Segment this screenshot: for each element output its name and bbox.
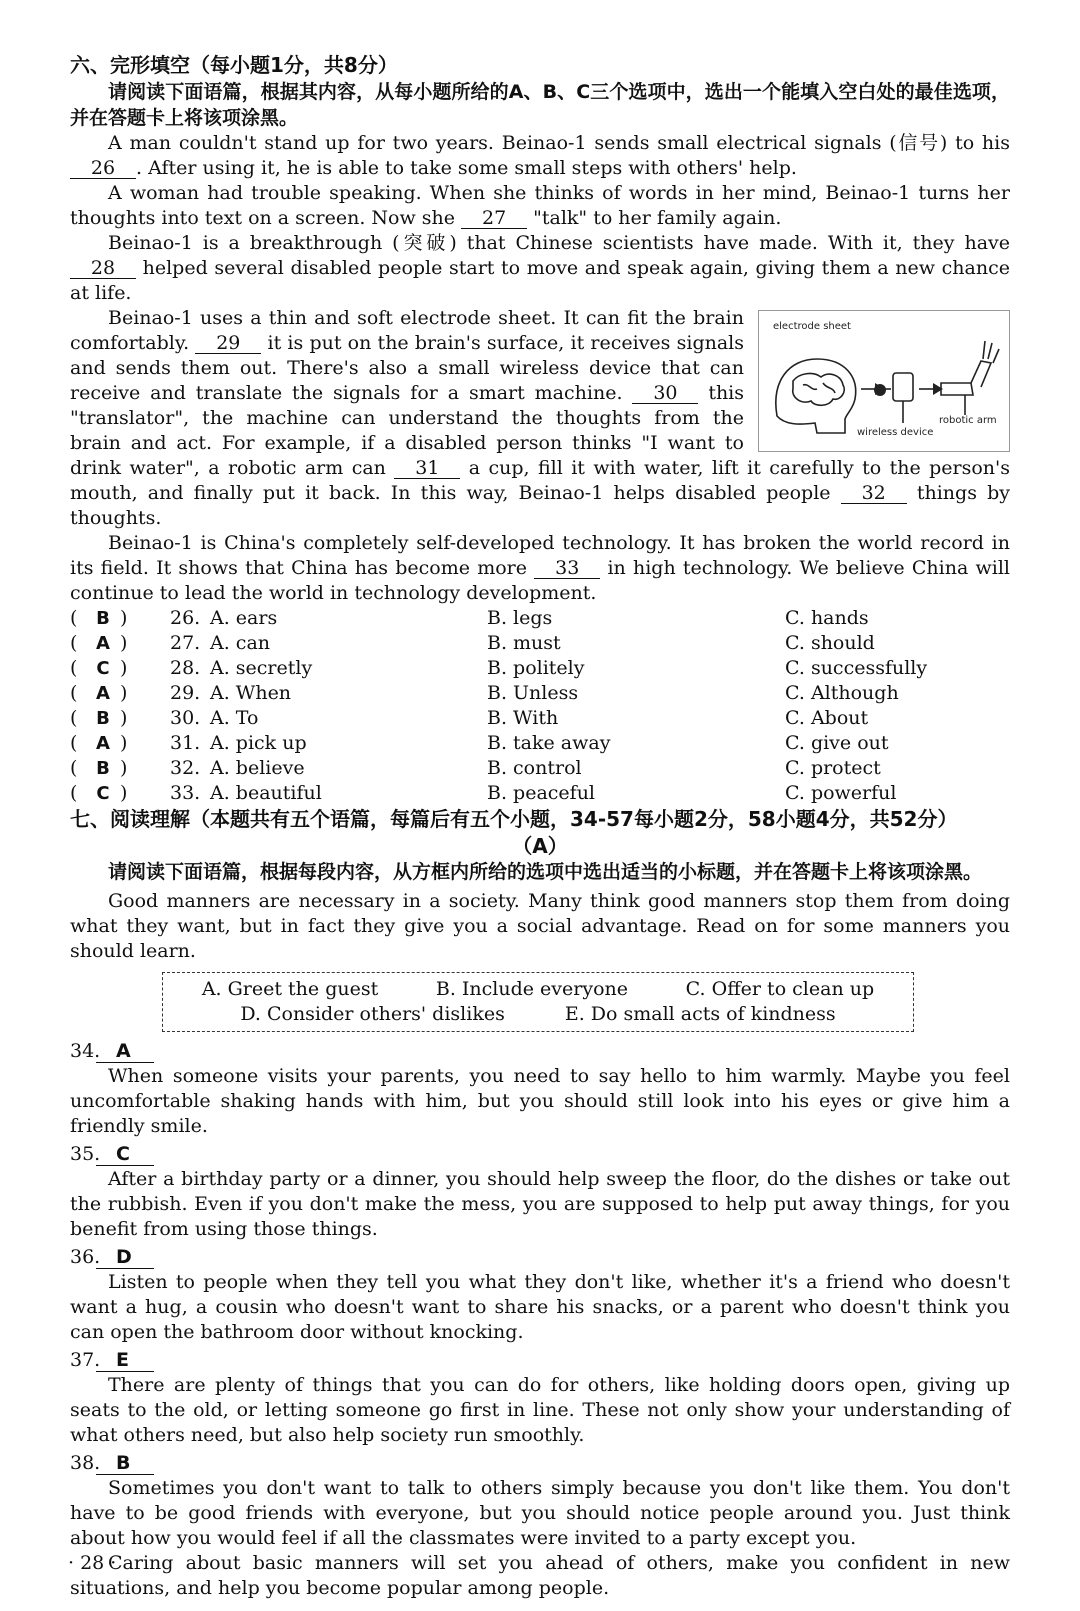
passage-conclusion: Caring about basic manners will set you ahead of others, make you confident in new situations, and help you become popular among people. [70, 1552, 1010, 1599]
question-number: 37. [70, 1349, 101, 1371]
question-number: 28. [170, 657, 201, 679]
text: Beinao-1 uses a thin and soft electrode sheet. It can fit the brain comfortably. [70, 307, 744, 354]
option-a: A. believe [210, 757, 305, 779]
answer-letter: C [96, 1144, 154, 1166]
question-36 [70, 1244, 1010, 1270]
exam-page [70, 52, 1010, 1601]
answer-paren: ( A ) [70, 732, 128, 754]
answer-letter: E [96, 1350, 154, 1372]
section7-title: 七、阅读理解（本题共有五个语篇，每篇后有五个小题，34-57每小题2分，58小题4分，共52分） [70, 807, 958, 831]
option-c: C. successfully [785, 657, 928, 679]
blank-32: 32 [841, 483, 907, 504]
answer-paren: ( C ) [70, 782, 128, 804]
question-number: 34. [70, 1040, 101, 1062]
option-a: A. secretly [210, 657, 313, 679]
option-b: B. legs [487, 607, 553, 629]
option-row-33 [70, 781, 1010, 806]
question-number: 27. [170, 632, 201, 654]
answer-letter: B [96, 608, 110, 629]
question-number: 35. [70, 1143, 101, 1165]
answer-letter: A [96, 633, 110, 654]
blank-27: 27 [461, 208, 527, 229]
question-number: 26. [170, 607, 201, 629]
text: in high technology. We believe China will continue to lead the world in technology development. [70, 557, 1011, 604]
answer-letter: B [96, 1453, 154, 1475]
text: Beinao-1 is a breakthrough (突破) that Chinese scientists have made. With it, they have [108, 232, 1010, 254]
answer-paren: ( C ) [70, 657, 128, 679]
blank-33: 33 [534, 558, 600, 579]
question-number: 36. [70, 1246, 101, 1268]
cloze-paragraph-2 [70, 181, 1010, 231]
option-b: B. Unless [487, 682, 579, 704]
question-number: 38. [70, 1452, 101, 1474]
label-wireless-device: wireless device [857, 427, 934, 438]
cloze-options [70, 606, 1010, 806]
question-number: 31. [170, 732, 201, 754]
text: this "translator", the machine can understand the thoughts from the brain and act. For example, if a disabled person thinks "I want to drink water", a robotic arm can [70, 382, 745, 479]
blank-26: 26 [70, 158, 136, 179]
blank-28: 28 [70, 258, 136, 279]
text: A woman had trouble speaking. When she thinks of words in her mind, Beinao-1 turns her thoughts into text on a screen. Now she [70, 182, 1010, 229]
question-number: 30. [170, 707, 201, 729]
text: it is put on the brain's surface, it receives signals and sends them out. There's also a small wireless device that can receive and translate the signals for a smart machine. [70, 332, 744, 404]
option-row-31 [70, 731, 1010, 756]
label-electrode-sheet: electrode sheet [773, 321, 851, 332]
section6-instruction: 请阅读下面语篇，根据其内容，从每小题所给的A、B、C三个选项中，选出一个能填入空白处的最佳选项，并在答题卡上将该项涂黑。 [70, 81, 1010, 129]
section7-instruction: 请阅读下面语篇，根据每段内容，从方框内所给的选项中选出适当的小标题，并在答题卡上将该项涂黑。 [108, 861, 983, 883]
text: A man couldn't stand up for two years. Beinao-1 sends small electrical signals (信号) to his [108, 132, 1010, 154]
question-38 [70, 1450, 1010, 1476]
question-37 [70, 1347, 1010, 1373]
option-c: C. should [785, 632, 875, 654]
option-c: C. powerful [785, 782, 897, 804]
option-b: B. peaceful [487, 782, 596, 804]
heading-option-c: C. Offer to clean up [685, 978, 875, 1000]
option-c: C. give out [785, 732, 889, 754]
option-a: A. To [210, 707, 259, 729]
option-a: A. When [210, 682, 292, 704]
box-row-2 [173, 1002, 903, 1027]
blank-29: 29 [195, 333, 261, 354]
answer-letter: A [96, 683, 110, 704]
blank-31: 31 [394, 458, 460, 479]
section6-title: 六、完形填空（每小题1分，共8分） [70, 53, 398, 77]
answer-letter: A [96, 1041, 154, 1063]
option-c: C. hands [785, 607, 869, 629]
heading-option-d: D. Consider others' dislikes [240, 1003, 505, 1025]
text: a cup, fill it with water, lift it carefully to the person's mouth, and finally put it back. In this way, Beinao-1 helps disabled people [70, 457, 1010, 504]
answer-letter: A [96, 733, 110, 754]
text: Beinao-1 is China's completely self-developed technology. It has broken the world record in its field. It shows that China has become more [70, 532, 1010, 579]
box-row-1 [173, 977, 903, 1002]
blank-30: 30 [632, 383, 698, 404]
cloze-paragraph-1 [70, 131, 1010, 181]
paragraph-with-figure [70, 306, 1010, 531]
option-b: B. must [487, 632, 561, 654]
answer-paren: ( B ) [70, 607, 128, 629]
question-34 [70, 1038, 1010, 1064]
option-row-26 [70, 606, 1010, 631]
option-c: C. Although [785, 682, 899, 704]
text: "talk" to her family again. [533, 207, 782, 229]
option-b: B. control [487, 757, 582, 779]
option-row-28 [70, 656, 1010, 681]
answer-letter: D [96, 1247, 154, 1269]
answer-paren: ( B ) [70, 757, 128, 779]
label-robotic-arm: robotic arm [939, 415, 997, 426]
heading-option-a: A. Greet the guest [201, 978, 379, 1000]
option-row-32 [70, 756, 1010, 781]
answer-letter: B [96, 708, 110, 729]
question-35 [70, 1141, 1010, 1167]
text: helped several disabled people start to move and speak again, giving them a new chance at life. [70, 257, 1010, 304]
beinao-diagram [758, 310, 1010, 452]
paragraph-34: When someone visits your parents, you need to say hello to him warmly. Maybe you feel uncomfortable shaking hands with him, but you should still look into his eyes or give him a friendly smile. [70, 1065, 1010, 1137]
question-number: 32. [170, 757, 201, 779]
option-row-27 [70, 631, 1010, 656]
option-b: B. With [487, 707, 559, 729]
passage-intro: Good manners are necessary in a society. Many think good manners stop them from doing what they want, but in fact they give you a social advantage. Read on for some manners you should learn. [70, 890, 1010, 962]
answer-paren: ( A ) [70, 632, 128, 654]
answer-paren: ( A ) [70, 682, 128, 704]
paragraph-36: Listen to people when they tell you what they don't like, whether it's a friend who doesn't want a hug, a cousin who doesn't want to share his snacks, or a parent who doesn't think you can open the bathroom door without knocking. [70, 1271, 1010, 1343]
option-row-29 [70, 681, 1010, 706]
heading-options-box [162, 972, 914, 1032]
answer-letter: C [96, 658, 110, 679]
option-c: C. About [785, 707, 869, 729]
option-b: B. politely [487, 657, 585, 679]
page-number: · 28 · [68, 1552, 117, 1574]
heading-option-e: E. Do small acts of kindness [564, 1003, 836, 1025]
text: . After using it, he is able to take some small steps with others' help. [136, 157, 797, 179]
option-c: C. protect [785, 757, 881, 779]
paragraph-35: After a birthday party or a dinner, you should help sweep the floor, do the dishes or take out the rubbish. Even if you don't make the mess, you are supposed to help put away things, for you benefit from using those things. [70, 1168, 1010, 1240]
passage-a-label: （A） [512, 834, 568, 858]
option-b: B. take away [487, 732, 611, 754]
cloze-paragraph-3 [70, 231, 1010, 306]
paragraph-38: Sometimes you don't want to talk to others simply because you don't like them. You don't have to be good friends with everyone, but you should notice people around you. Just think about how you would feel if all the classmates were invited to a party except you. [70, 1477, 1010, 1549]
option-a: A. beautiful [210, 782, 322, 804]
question-number: 33. [170, 782, 201, 804]
question-number: 29. [170, 682, 201, 704]
paragraph-37: There are plenty of things that you can do for others, like holding doors open, giving up seats to the old, or letting someone go first in line. These not only show your understanding of what others need, but also help society run smoothly. [70, 1374, 1010, 1446]
cloze-paragraph-5 [70, 531, 1010, 606]
heading-option-b: B. Include everyone [435, 978, 629, 1000]
option-row-30 [70, 706, 1010, 731]
option-a: A. ears [210, 607, 278, 629]
option-a: A. pick up [210, 732, 307, 754]
text: things by thoughts. [70, 482, 1010, 529]
option-a: A. can [210, 632, 271, 654]
answer-letter: C [96, 783, 110, 804]
answer-paren: ( B ) [70, 707, 128, 729]
answer-letter: B [96, 758, 110, 779]
